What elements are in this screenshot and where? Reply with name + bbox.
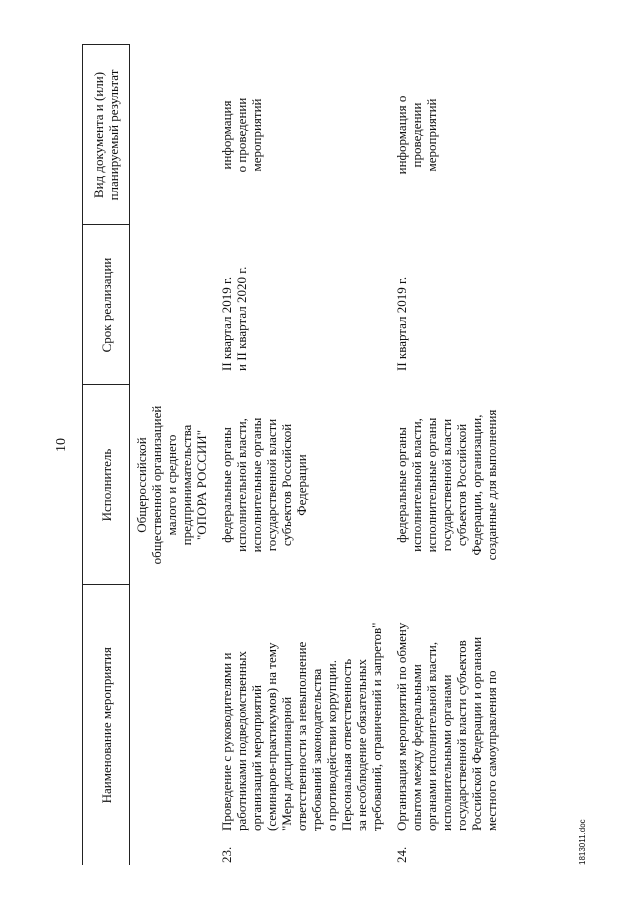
row-number: 24. <box>394 846 409 863</box>
table-row <box>215 45 390 865</box>
row-name <box>130 585 216 835</box>
row-result <box>130 45 216 225</box>
row-number: 23. <box>219 846 234 863</box>
table-row <box>130 45 216 865</box>
row-result: информация о проведении мероприятий <box>394 95 439 175</box>
footer-doc-code: 1813011.doc <box>578 819 587 865</box>
row-term: II квартал 2019 г. <box>394 276 409 371</box>
header-term: Срок реализации <box>83 225 130 385</box>
row-number <box>130 835 216 865</box>
table-row <box>390 45 505 865</box>
rotated-page <box>50 25 610 865</box>
page-number: 10 <box>54 438 69 452</box>
row-executor: федеральные органы исполнительной власти, исполнительные органы государственной власти субъектов Российской Федерации, организации, созданные для выполнения <box>394 409 499 561</box>
header-result: Вид документа и (или) планируемый результат <box>83 45 130 225</box>
row-term: II квартал 2019 г. и II квартал 2020 г. <box>219 266 249 371</box>
row-name: Проведение с руководителями и работниками подведомственных организаций мероприятий (семинаров-практикумов) на тему "Меры дисциплинарной ответственности за невыполнение требований законодательства о противодействии коррупции. Персональная ответственность за несоблюдение обязательных требований, ограничений и запретов" <box>219 622 384 831</box>
header-executor: Исполнитель <box>83 385 130 585</box>
row-name: Организация мероприятий по обмену опытом между федеральными органами исполнительной власти, исполнительными органами государственной власти субъектов Российской Федерации и органами местного самоуправления по <box>394 622 499 831</box>
header-name: Наименование мероприятия <box>83 585 130 865</box>
measures-table <box>82 45 505 866</box>
row-term <box>130 225 216 385</box>
table-header-row <box>83 45 130 865</box>
row-executor: Общероссийской общественной организацией малого и среднего предпринимательства "ОПОРА РОССИИ" <box>134 405 209 565</box>
row-result: информация о проведении мероприятий <box>219 97 264 173</box>
row-executor: федеральные органы исполнительной власти, исполнительные органы государственной власти субъектов Российской Федерации <box>219 417 309 553</box>
